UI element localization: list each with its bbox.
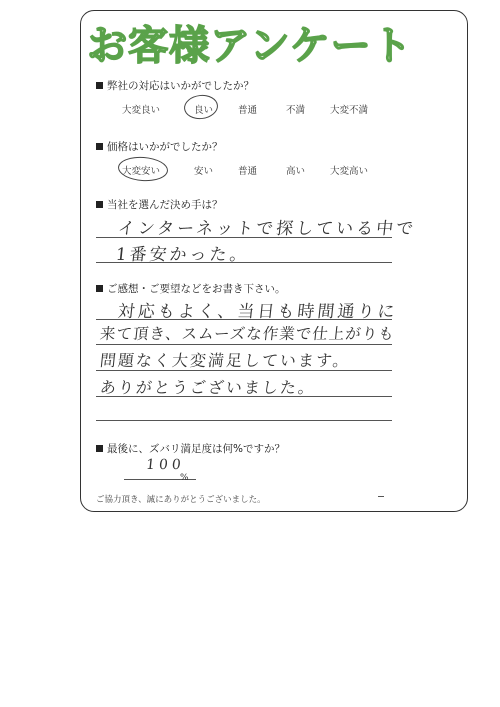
survey-title: お客様アンケート: [87, 23, 413, 69]
answer-line: [96, 396, 392, 397]
question-4: [96, 281, 286, 296]
answer-line: [96, 237, 392, 238]
question-1-label: 弊社の対応はいかがでしたか？: [107, 80, 254, 92]
bullet-icon: [96, 445, 103, 452]
answer-line: [96, 262, 392, 263]
bullet-icon: [96, 143, 103, 150]
q1-option-5[interactable]: 大変不満: [330, 105, 369, 116]
q4-answer-line-4: ありがとうございました。: [98, 378, 317, 397]
q2-option-4[interactable]: 高い: [286, 166, 306, 177]
answer-line: [96, 319, 392, 320]
question-4-label: ご感想・ご要望などをお書き下さい。: [107, 283, 286, 295]
q2-option-3[interactable]: 普通: [238, 166, 258, 177]
percent-unit: %: [180, 473, 189, 483]
q3-answer-line-1: インターネットで探している中で: [116, 219, 418, 239]
q1-option-2[interactable]: 良い: [194, 105, 214, 116]
bullet-icon: [96, 285, 103, 292]
q2-option-1[interactable]: 大変安い: [122, 166, 161, 177]
q4-answer-line-1: 対応もよく、当日も時間通りに: [116, 302, 399, 322]
q4-answer-line-2: 来て頂き、スムーズな作業で仕上がりも: [98, 325, 396, 343]
question-2-label: 価格はいかがでしたか？: [107, 141, 223, 153]
answer-line: [96, 344, 392, 345]
q1-option-3[interactable]: 普通: [238, 105, 258, 116]
question-5: [96, 441, 285, 456]
q2-option-2[interactable]: 安い: [194, 166, 214, 177]
q2-option-5[interactable]: 大変高い: [330, 166, 369, 177]
question-3-label: 当社を選んだ決め手は？: [107, 199, 223, 211]
q5-answer: 100: [145, 457, 186, 473]
answer-line: [96, 420, 392, 421]
q1-option-4[interactable]: 不満: [286, 105, 306, 116]
answer-line: [96, 370, 392, 371]
question-3: [96, 197, 223, 212]
q3-answer-line-2: 1番安かった。: [114, 245, 251, 265]
bullet-icon: [96, 201, 103, 208]
footer-dash: [378, 496, 384, 497]
footer-thanks: ご協力頂き、誠にありがとうございました。: [96, 495, 266, 505]
question-5-label: 最後に、ズバリ満足度は何%ですか？: [107, 443, 285, 455]
question-2: [96, 139, 223, 154]
question-1-options: [96, 102, 386, 118]
question-1: [96, 78, 254, 93]
q1-option-1[interactable]: 大変良い: [122, 105, 161, 116]
q4-answer-line-3: 問題なく大変満足しています。: [98, 351, 352, 370]
bullet-icon: [96, 82, 103, 89]
